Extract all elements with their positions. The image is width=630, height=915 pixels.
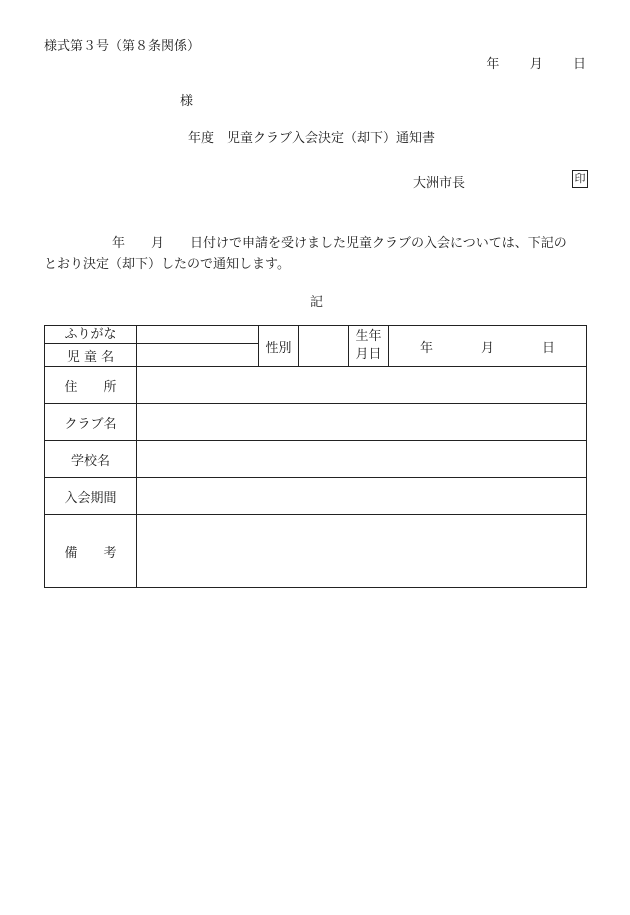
furigana-label: ふりがな (45, 326, 137, 344)
birth-year-label: 年 (419, 340, 433, 356)
notice-line-1 (44, 233, 567, 254)
remarks-field[interactable] (137, 515, 587, 588)
birth-month-label: 月 (480, 340, 494, 356)
seal-mark: 印 (572, 170, 588, 188)
birth-date-label (349, 326, 389, 367)
birth-label-line-1: 生年 (355, 329, 382, 344)
furigana-field[interactable] (137, 326, 259, 344)
school-name-field[interactable] (137, 441, 587, 478)
club-name-field[interactable] (137, 404, 587, 441)
details-table (44, 325, 587, 588)
issue-date (486, 53, 586, 72)
notice-line-2: とおり決定（却下）したので通知します。 (44, 257, 290, 272)
date-day-label: 日 (572, 57, 586, 72)
body-line1-text: 日付けで申請を受けました児童クラブの入会については、下記の (190, 236, 567, 251)
gender-label: 性別 (259, 326, 299, 367)
address-field[interactable] (137, 367, 587, 404)
addressee-honorific: 様 (180, 94, 194, 109)
gender-field[interactable] (299, 326, 349, 367)
remarks-label: 備 考 (45, 515, 137, 588)
club-name-label: クラブ名 (45, 404, 137, 441)
birth-day-label: 日 (542, 340, 556, 356)
issuer-name: 大洲市長 (413, 176, 466, 191)
date-year-label: 年 (486, 57, 500, 72)
body-year-label: 年 (112, 236, 126, 251)
form-number: 様式第３号（第８条関係） (44, 39, 201, 54)
school-name-label: 学校名 (45, 441, 137, 478)
body-month-label: 月 (151, 236, 165, 251)
birth-date-field[interactable] (389, 326, 587, 367)
membership-period-field[interactable] (137, 478, 587, 515)
date-month-label: 月 (529, 57, 543, 72)
birth-label-line-2: 月日 (355, 347, 382, 362)
notice-body (44, 233, 567, 275)
child-name-field[interactable] (137, 344, 259, 367)
membership-period-label: 入会期間 (45, 478, 137, 515)
ki-heading: 記 (310, 295, 324, 310)
address-label: 住 所 (45, 367, 137, 404)
document-title: 年度 児童クラブ入会決定（却下）通知書 (188, 131, 436, 146)
child-name-label: 児 童 名 (45, 344, 137, 367)
